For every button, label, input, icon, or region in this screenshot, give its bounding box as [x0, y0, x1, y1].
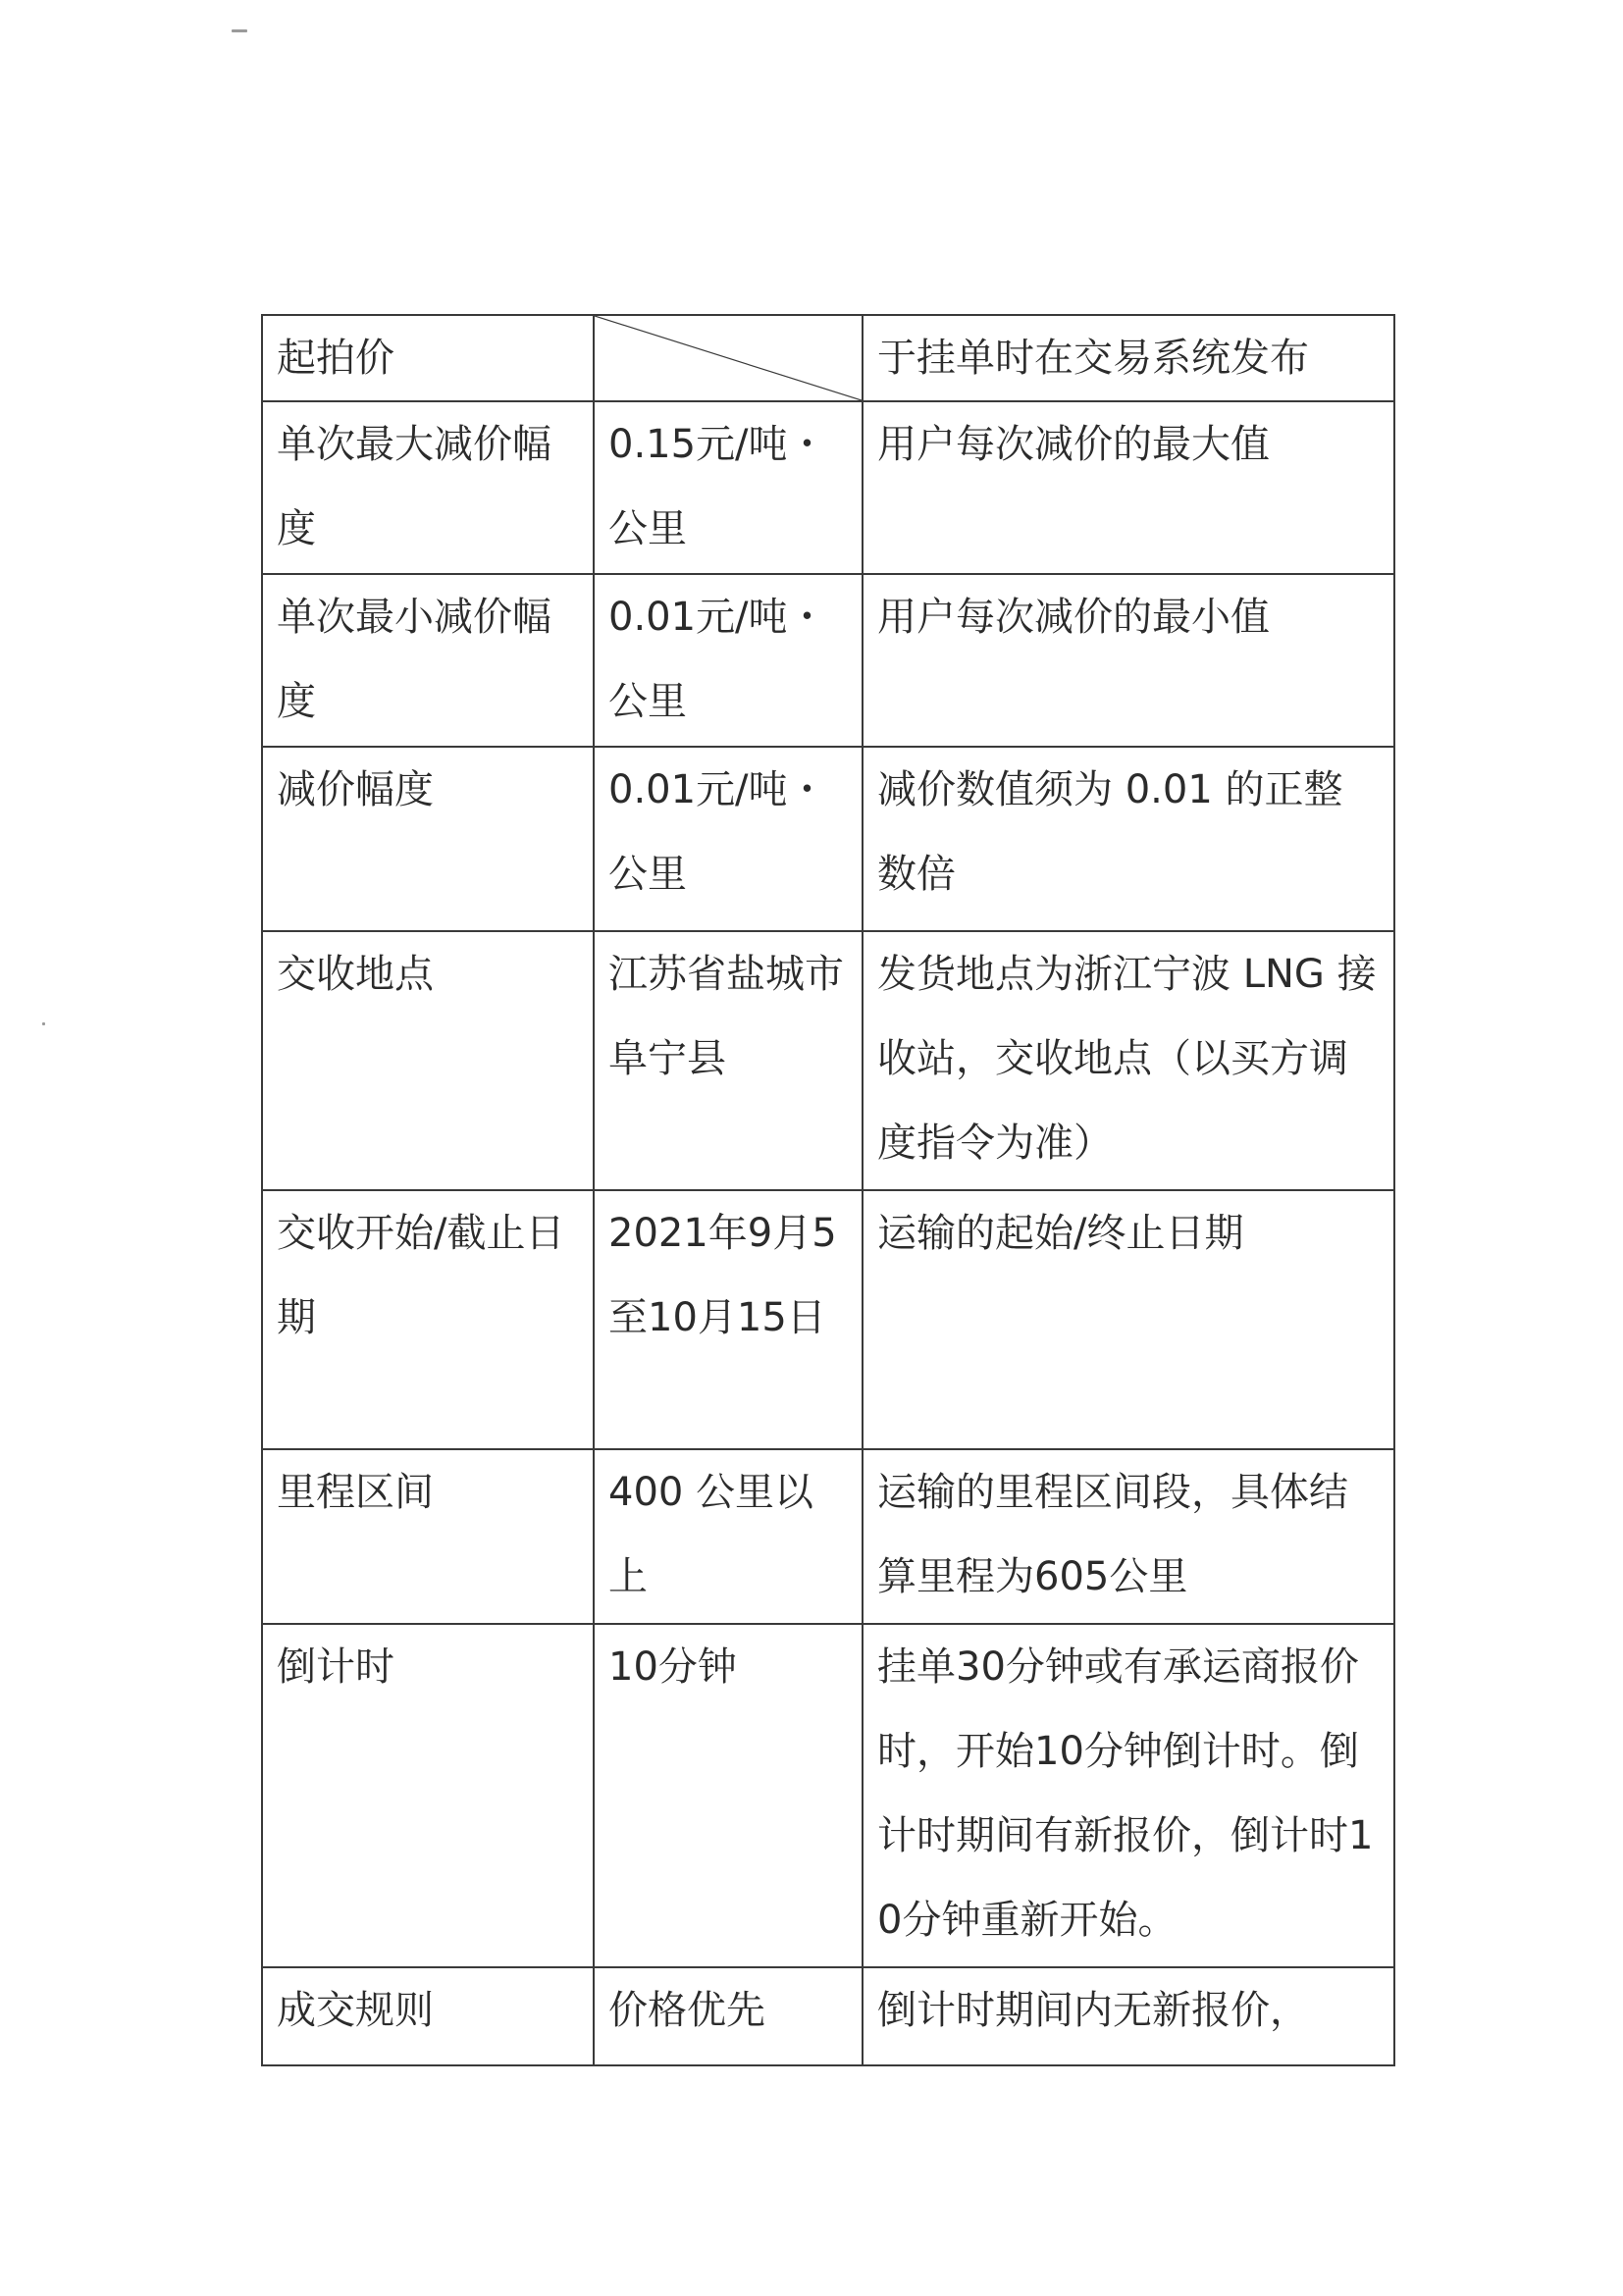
diagonal-line [595, 316, 862, 400]
row-note: 发货地点为浙江宁波 LNG 接收站，交收地点（以买方调度指令为准） [863, 931, 1394, 1190]
table-row [262, 1190, 1394, 1449]
table-row [262, 1449, 1394, 1624]
row-value: 0.01元/吨・公里 [594, 747, 863, 931]
row-value: 2021年9月5至10月15日 [594, 1190, 863, 1449]
table-row [262, 574, 1394, 747]
scan-speck [42, 1022, 45, 1025]
row-value: 400 公里以上 [594, 1449, 863, 1624]
row-note: 减价数值须为 0.01 的正整数倍 [863, 747, 1394, 931]
row-label: 交收开始/截止日期 [262, 1190, 594, 1449]
row-value: 0.01元/吨・公里 [594, 574, 863, 747]
row-note: 挂单30分钟或有承运商报价时，开始10分钟倒计时。倒计时期间有新报价，倒计时10分钟重新开始。 [863, 1624, 1394, 1967]
row-value: 10分钟 [594, 1624, 863, 1967]
row-note: 倒计时期间内无新报价， [863, 1967, 1394, 2065]
row-label: 减价幅度 [262, 747, 594, 931]
auction-parameters-table [261, 314, 1395, 2066]
table-row [262, 315, 1394, 401]
table-row [262, 1624, 1394, 1967]
row-label: 交收地点 [262, 931, 594, 1190]
table-row [262, 1967, 1394, 2065]
row-note: 运输的里程区间段，具体结算里程为605公里 [863, 1449, 1394, 1624]
row-label: 起拍价 [262, 315, 594, 401]
scan-speck [232, 29, 247, 32]
row-label: 单次最大减价幅度 [262, 401, 594, 574]
row-label: 成交规则 [262, 1967, 594, 2065]
diagonal-empty-cell [594, 315, 863, 401]
row-label: 倒计时 [262, 1624, 594, 1967]
row-value: 0.15元/吨・公里 [594, 401, 863, 574]
row-value: 江苏省盐城市阜宁县 [594, 931, 863, 1190]
row-note: 用户每次减价的最大值 [863, 401, 1394, 574]
table-row [262, 931, 1394, 1190]
table-row [262, 747, 1394, 931]
row-note: 用户每次减价的最小值 [863, 574, 1394, 747]
row-value: 价格优先 [594, 1967, 863, 2065]
row-note: 运输的起始/终止日期 [863, 1190, 1394, 1449]
row-note: 于挂单时在交易系统发布 [863, 315, 1394, 401]
row-label: 单次最小减价幅度 [262, 574, 594, 747]
row-label: 里程区间 [262, 1449, 594, 1624]
table-row [262, 401, 1394, 574]
